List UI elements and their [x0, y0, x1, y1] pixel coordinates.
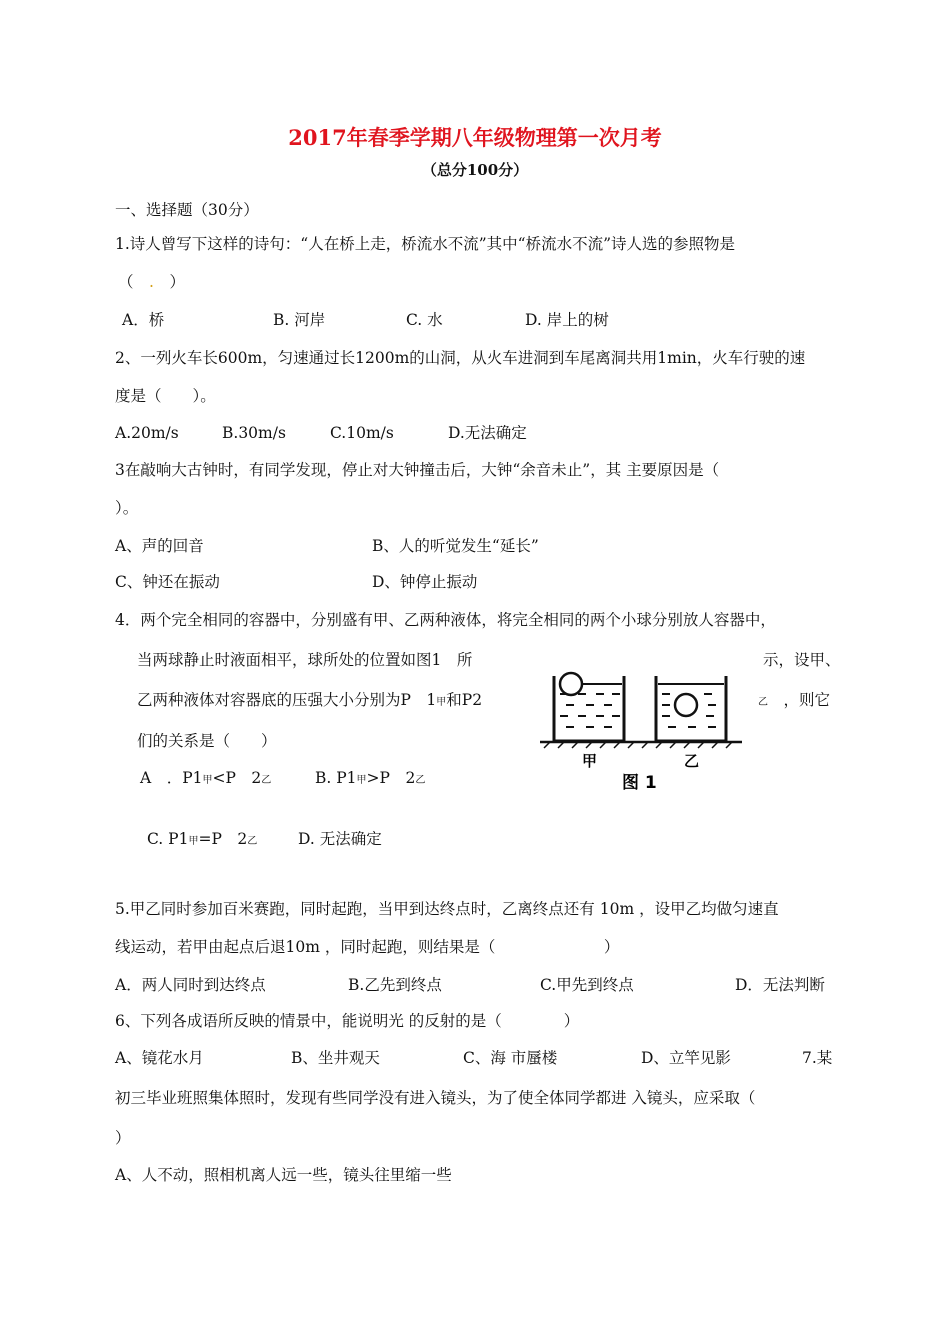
question-4-option-d: D. 无法确定 — [298, 830, 382, 848]
question-7-option-a: A、人不动，照相机离人远一些，镜头往里缩一些 — [115, 1166, 452, 1184]
question-2-option-d: D.无法确定 — [448, 424, 527, 442]
question-4-line-2: 当两球静止时液面相平，球所处的位置如图1 所 — [137, 651, 473, 669]
question-7-stem: 初三毕业班照集体照时，发现有些同学没有进入镜头，为了使全体同学都进 入镜头，应采取（ — [115, 1089, 756, 1107]
question-1-option-b: B. 河岸 — [273, 311, 326, 329]
question-2-option-c: C.10m/s — [330, 424, 394, 442]
figure-1-containers — [538, 662, 744, 797]
question-2-option-b: B.30m/s — [222, 424, 286, 442]
question-4-line-3-end: 乙 ，则它 — [758, 691, 831, 709]
question-1-stem: 1.诗人曾写下这样的诗句：“人在桥上走，桥流水不流”其中“桥流水不流”诗人选的参照物是 — [115, 235, 735, 253]
question-4-line-4: 们的关系是（ ） — [137, 732, 277, 750]
question-4-stem: 4．两个完全相同的容器中，分别盛有甲、乙两种液体，将完全相同的两个小球分别放人容器中， — [115, 611, 776, 629]
figure-caption: 图 1 — [622, 773, 657, 793]
figure-label-right: 乙 — [684, 752, 700, 770]
question-6-option-b: B、坐井观天 — [291, 1049, 380, 1067]
page-title: 2017年春季学期八年级物理第一次月考 — [288, 125, 662, 150]
question-2-option-a: A.20m/s — [115, 424, 179, 442]
question-4-line-3: 乙两种液体对容器底的压强大小分别为P 1甲和P2 — [137, 691, 483, 709]
question-2-stem-cont: 度是（ ）。 — [115, 387, 216, 405]
question-3-option-a: A、声的回音 — [115, 537, 204, 555]
question-5-option-d: D．无法判断 — [735, 976, 825, 994]
question-1-option-a: A．桥 — [122, 311, 165, 329]
question-6-option-d: D、立竿见影 — [641, 1049, 731, 1067]
question-3-option-d: D、钟停止振动 — [372, 573, 478, 591]
question-6-stem: 6、下列各成语所反映的情景中，能说明光 的反射的是（ ） — [115, 1012, 580, 1030]
ball-right — [675, 694, 697, 716]
question-7-number: 7.某 — [802, 1049, 833, 1067]
section-heading: 一、选择题（30分） — [115, 201, 259, 219]
question-2-stem: 2、一列火车长600m，匀速通过长1200m的山洞，从火车进洞到车尾离洞共用1min，火车行驶的速 — [115, 349, 806, 367]
question-4-option-c: C. P1甲=P 2乙 — [147, 830, 258, 848]
liquid-left — [560, 694, 620, 727]
question-1-option-c: C. 水 — [406, 311, 443, 329]
ball-left — [560, 673, 582, 695]
question-1-paren: （ . ） — [118, 273, 185, 291]
question-7-stem-cont: ） — [115, 1129, 131, 1147]
question-4-line-2-end: 示，设甲、 — [763, 651, 841, 669]
question-3-stem: 3在敲响大古钟时，有同学发现，停止对大钟撞击后，大钟“余音未止”，其 主要原因是（ — [115, 461, 720, 479]
question-3-option-c: C、钟还在振动 — [115, 573, 220, 591]
question-5-option-b: B.乙先到终点 — [348, 976, 442, 994]
question-5-option-a: A．两人同时到达终点 — [115, 976, 266, 994]
question-5-stem: 5.甲乙同时参加百米赛跑，同时起跑，当甲到达终点时，乙离终点还有 10m ，设甲乙均做匀速直 — [115, 900, 779, 918]
question-3-stem-cont: ）。 — [115, 499, 139, 517]
question-6-option-a: A、镜花水月 — [115, 1049, 204, 1067]
question-3-option-b: B、人的听觉发生“延长” — [372, 537, 539, 555]
question-6-option-c: C、海 市蜃楼 — [463, 1049, 558, 1067]
question-5-option-c: C.甲先到终点 — [540, 976, 634, 994]
figure-label-left: 甲 — [582, 752, 598, 770]
total-score: （总分100分） — [421, 161, 529, 179]
question-1-option-d: D. 岸上的树 — [525, 311, 609, 329]
question-4-option-b: B. P1甲>P 2乙 — [315, 769, 426, 787]
question-5-stem-cont: 线运动，若甲由起点后退10m ，同时起跑，则结果是（ ） — [115, 938, 620, 956]
question-4-option-a: A ．P1甲<P 2乙 — [140, 769, 272, 787]
